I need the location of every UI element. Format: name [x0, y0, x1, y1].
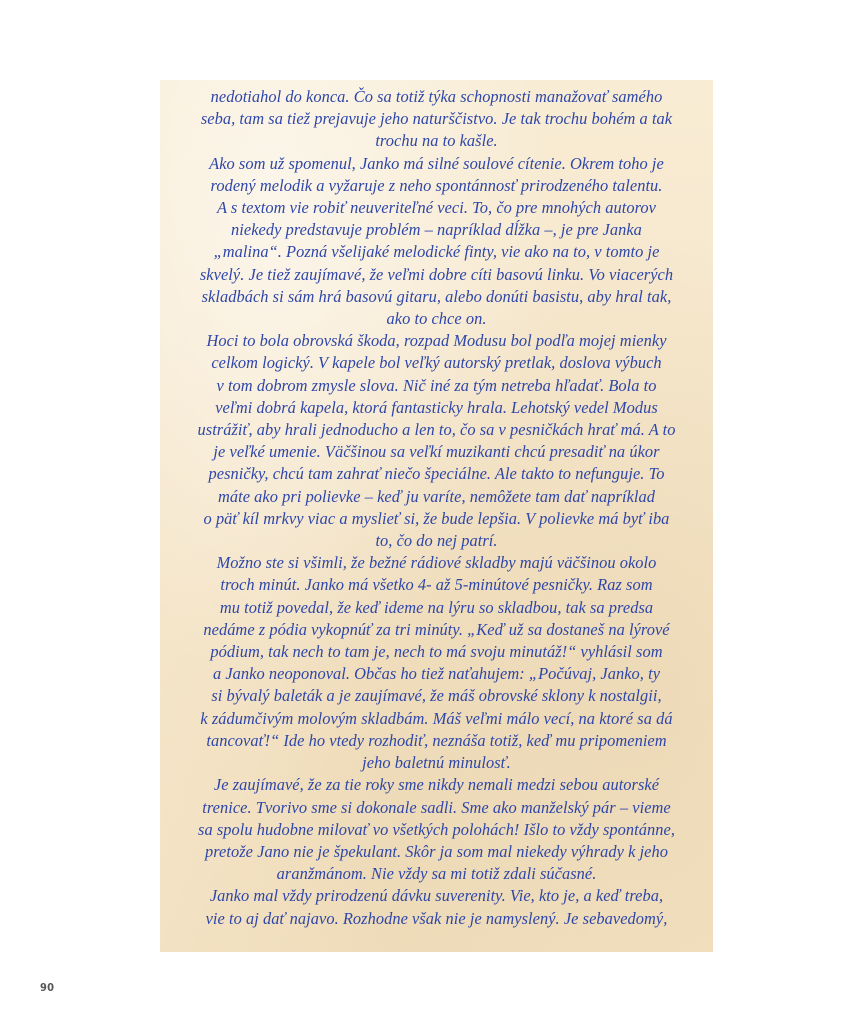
text-line: tancovať!“ Ide ho vtedy rozhodiť, neznáša totiž, keď mu pripomeniem — [206, 730, 667, 750]
text-line: pretože Jano nie je špekulant. Skôr ja som mal niekedy výhrady k jeho — [204, 841, 668, 861]
text-line: Hoci to bola obrovská škoda, rozpad Modusu bol podľa mojej mienky — [206, 331, 667, 351]
text-line: ako to chce on. — [386, 309, 487, 329]
text-line: sa spolu hudobne milovať vo všetkých polohách! Išlo to vždy spontánne, — [198, 819, 675, 839]
text-line: nedotiahol do konca. Čo sa totiž týka schopnosti manažovať samého — [210, 87, 663, 106]
text-line: pesničky, chcú tam zahrať niečo špeciálne. Ale takto to nefunguje. To — [208, 464, 665, 484]
text-line: jeho baletnú minulosť. — [362, 753, 511, 773]
text-line: mu totiž povedal, že keď ideme na lýru so skladbou, tak sa predsa — [219, 597, 654, 617]
text-line: ustrážiť, aby hrali jednoducho a len to, čo sa v pesničkách hrať má. A to — [197, 420, 676, 440]
text-line: v tom dobrom zmysle slova. Nič iné za tým netreba hľadať. Bola to — [216, 375, 657, 395]
text-line: trochu na to kašle. — [375, 131, 498, 151]
text-line: máte ako pri polievke – keď ju varíte, nemôžete tam dať napríklad — [217, 486, 656, 506]
text-line: rodený melodik a vyžaruje z neho spontánnosť prirodzeného talentu. — [210, 175, 663, 195]
text-line: seba, tam sa tiež prejavuje jeho naturščistvo. Je tak trochu bohém a tak — [200, 109, 673, 129]
text-line: si bývalý baleták a je zaujímavé, že máš obrovské sklony k nostalgii, — [211, 686, 662, 706]
text-line: Možno ste si všimli, že bežné rádiové skladby majú väčšinou okolo — [216, 553, 657, 573]
text-line: Ako som už spomenul, Janko má silné soulové cítenie. Okrem toho je — [209, 153, 664, 173]
text-line: skladbách si sám hrá basovú gitaru, alebo donúti basistu, aby hral tak, — [201, 286, 672, 306]
text-line: pódium, tak nech to tam je, nech to má svoju minutáž!“ vyhlásil som — [210, 642, 663, 662]
text-line: A s textom vie robiť neuveriteľné veci. To, čo pre mnohých autorov — [217, 198, 656, 218]
text-line: vie to aj dať najavo. Rozhodne však nie je namyslený. Je sebavedomý, — [205, 908, 668, 928]
text-line: Janko mal vždy prirodzenú dávku suverenity. Vie, kto je, a keď treba, — [209, 886, 664, 906]
text-line: veľmi dobrá kapela, ktorá fantasticky hrala. Lehotský vedel Modus — [215, 397, 658, 417]
text-line: niekedy predstavuje problém – napríklad dĺžka –, je pre Janka — [231, 220, 642, 240]
text-line: o päť kíl mrkvy viac a myslieť si, že bude lepšia. V polievke má byť iba — [203, 508, 670, 528]
text-line: trenice. Tvorivo sme si dokonale sadli. Sme ako manželský pár – vieme — [202, 797, 671, 817]
text-line: nedáme z pódia vykopnúť za tri minúty. „Keď už sa dostaneš na lýrové — [203, 619, 670, 639]
text-line: aranžmánom. Nie vždy sa mi totiž zdali súčasné. — [276, 864, 597, 884]
body-text — [160, 86, 713, 930]
text-line: to, čo do nej patrí. — [375, 531, 498, 551]
text-line: skvelý. Je tiež zaujímavé, že veľmi dobre cíti basovú linku. Vo viacerých — [199, 264, 674, 284]
text-line: je veľké umenie. Väčšinou sa veľkí muzikanti chcú presadiť na úkor — [213, 442, 660, 462]
text-line: celkom logický. V kapele bol veľký autorský pretlak, doslova výbuch — [211, 353, 662, 373]
parchment-text-panel — [160, 80, 713, 952]
text-line: „malina“. Pozná všelijaké melodické finty, vie ako na to, v tomto je — [213, 242, 660, 262]
text-line: a Janko neoponoval. Občas ho tiež naťahujem: „Počúvaj, Janko, ty — [212, 664, 661, 684]
text-line: Je zaujímavé, že za tie roky sme nikdy nemali medzi sebou autorské — [213, 775, 660, 795]
page-number: 90 — [40, 981, 55, 994]
text-line: k zádumčivým molovým skladbám. Máš veľmi málo vecí, na ktoré sa dá — [200, 708, 673, 728]
text-line: troch minút. Janko má všetko 4- až 5-minútové pesničky. Raz som — [220, 575, 653, 595]
